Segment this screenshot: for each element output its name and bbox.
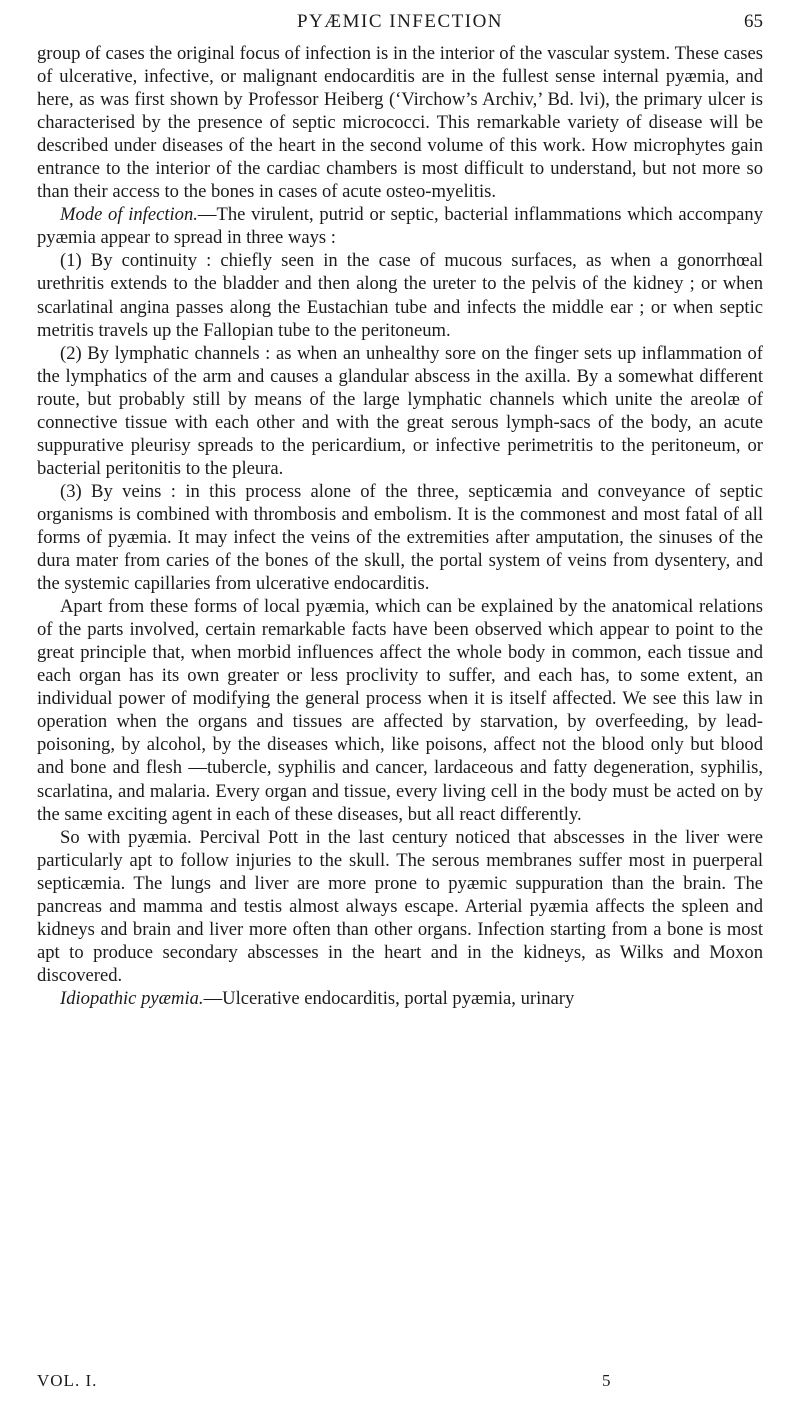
paragraph-local-pyaemia: Apart from these forms of local pyæmia, which can be explained by the anatomical relations of the parts involved, certain remarkable facts have been observed which appear to point to the great principle that, when morbid influences affect the whole body in common, each tissue and each organ has its own greater or less proclivity to suffer, and each has, to some extent, an individual power of modifying the general process when it is itself affected. We see this law in operation when the organs and tissues are affected by starvation, by overfeeding, by lead-poisoning, by alcohol, by the diseases which, like poisons, affect not the blood only but blood and bone and flesh —tubercle, syphilis and cancer, lardaceous and fatty degeneration, syphilis, scarlatina, and malaria. Every organ and tissue, every living cell in the body must be acted on by the same exciting agent in each of these diseases, but all react differently. [37, 596, 763, 825]
section-heading-mode-of-infection: Mode of infection. [60, 204, 198, 226]
paragraph-veins: (3) By veins : in this process alone of the three, septicæmia and conveyance of septic organisms is combined with thrombosis and embolism. It is the commonest and most fatal of all forms of pyæmia. It may infect the veins of the extremities after amputation, the sinuses of the dura mater from caries of the bones of the skull, the portal system of veins from dysentery, and the systemic capillaries from ulcerative endocarditis. [37, 480, 763, 595]
paragraph-lymphatic: (2) By lymphatic channels : as when an unhealthy sore on the finger sets up inflammation of the lymphatics of the arm and causes a glandular abscess in the axilla. By a somewhat different route, but probably still by means of the large lymphatic channels which unite the areolæ of connective tissue with each other and with the great serous lymph-sacs of the body, an acute suppurative pleurisy spreads to the pericardium, or infective perimetritis to the peritoneum, or bacterial peritonitis to the pleura. [37, 342, 763, 479]
paragraph-continuity: (1) By continuity : chiefly seen in the case of mucous surfaces, as when a gonorrhœal urethritis extends to the bladder and then along the ureter to the pelvis of the kidney ; or when scarlatinal angina passes along the Eustachian tube and infects the middle ear ; or when septic metritis travels up the Fallopian tube to the peritoneum. [37, 250, 763, 341]
paragraph-continued: group of cases the original focus of infection is in the interior of the vascular system. These cases of ulcerative, infective, or malignant endocarditis are in the fullest sense internal pyæmia, and here, as was first shown by Professor Heiberg (‘Virchow’s Archiv,’ Bd. lvi), the primary ulcer is characterised by the presence of septic micrococci. This remarkable variety of disease will be described under diseases of the heart in the second volume of this work. How microphytes gain entrance to the interior of the cardiac chambers is most difficult to understand, but not more so than their access to the bones in cases of acute osteo-myelitis. [37, 43, 763, 203]
paragraph-text: —The virulent, putrid or septic, bacterial inflammations which accompany pyæmia appear to spread in three ways : [37, 204, 763, 249]
section-heading-idiopathic-pyaemia: Idiopathic pyæmia. [60, 987, 204, 1009]
running-head [0, 11, 800, 37]
paragraph-idiopathic [37, 987, 763, 1010]
signature-mark: 5 [602, 1371, 611, 1390]
paragraph-text: —Ulcerative endocarditis, portal pyæmia, urinary [203, 987, 575, 1009]
page-footer [37, 1371, 763, 1395]
paragraph-so-with-pyaemia: So with pyæmia. Percival Pott in the last century noticed that abscesses in the liver were particularly apt to follow injuries to the skull. The serous membranes suffer most in puerperal septicæmia. The lungs and liver are more prone to pyæmic suppuration than the brain. The pancreas and mamma and testis almost always escape. Arterial pyæmia affects the spleen and kidneys and brain and liver more often than other organs. Infection starting from a bone is most apt to produce secondary abscesses in the heart and in the kidneys, as Wilks and Moxon discovered. [37, 826, 763, 986]
page-number: 65 [744, 11, 763, 32]
paragraph-mode-of-infection [37, 203, 763, 249]
running-title: PYÆMIC INFECTION [296, 11, 504, 32]
body-text [37, 42, 763, 1010]
volume-mark: VOL. I. [37, 1371, 98, 1390]
